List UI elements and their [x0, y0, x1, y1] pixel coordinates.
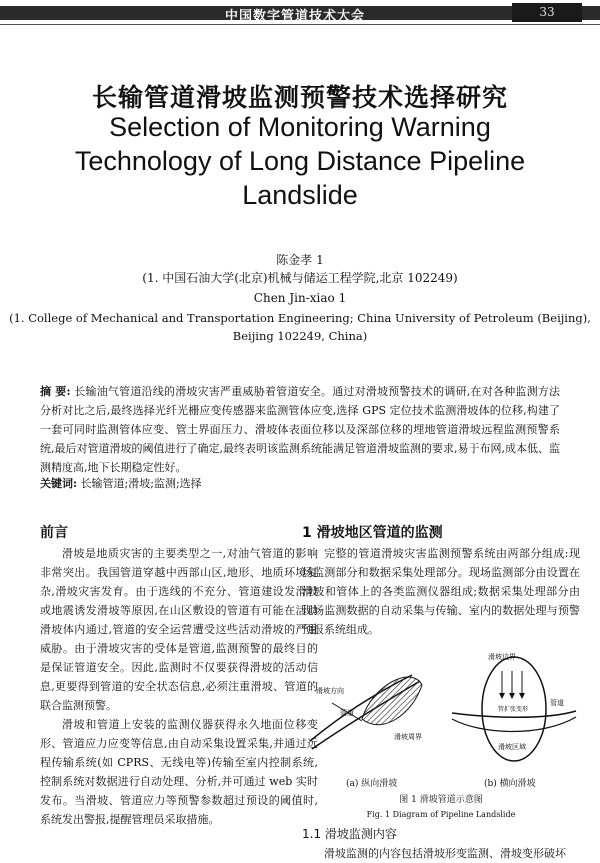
figure-1-subcaption-b: (b) 横向滑坡: [484, 779, 536, 789]
abstract-label: 摘 要:: [40, 385, 71, 398]
keywords: [40, 474, 560, 493]
section-heading-1: 1 滑坡地区管道的监测: [302, 525, 443, 541]
affiliation-chinese: (1. 中国石油大学(北京)机械与储运工程学院,北京 102249): [142, 271, 458, 285]
figure-1: [302, 645, 580, 823]
keywords-text: 长输管道;滑坡;监测;选择: [80, 477, 202, 490]
diagram-a-label-pipe: 管道: [340, 709, 354, 717]
affiliation-english-line-2: Beijing 102249, China): [232, 329, 368, 343]
preface-paragraph-2: 滑坡和管道上安装的监测仪器获得永久地面位移变形、管道应力应变等信息,由自动采集设置采集,并通过远程传输系统(如 CPRS、无线电等)传输至室内控制系统,控制系统对数据进行自动处理、分析,并可通过 web 实时发布。当滑坡、管道应力等预警参数超过预设的阈值时,系统发出警报,提醒管理员采取措施。: [40, 718, 318, 826]
page-header: [0, 0, 600, 30]
diagram-b-label-pipe: 管道: [550, 699, 564, 707]
left-column: [40, 522, 318, 829]
diagram-a-label-perimeter: 滑坡周界: [394, 733, 422, 741]
diagram-a-label-direction: 滑坡方向: [316, 687, 344, 695]
header-rule: [0, 24, 600, 25]
journal-name: 中国数字管道技术大会: [225, 9, 366, 24]
section-1-paragraph: 完整的管道滑坡灾害监测预警系统由两部分组成:现场监测部分和数据采集处理部分。现场监测部分由设置在滑坡和管体上的各类监测仪器组成;数据采集处理部分由现场监测数据的自动采集与传输、室内的数据处理与预警预报系统组成。: [302, 547, 580, 636]
figure-1-subcaption-a: (a) 纵向滑坡: [346, 779, 398, 789]
title-chinese: 长输管道滑坡监测预警技术选择研究: [91, 83, 508, 112]
diagram-b-label-deformation: 管扩张变形: [498, 706, 529, 713]
subsection-heading-1-1: 1.1 滑坡监测内容: [302, 827, 397, 841]
title-english-line-3: Landslide: [242, 180, 358, 210]
author-chinese: 陈金孝 1: [276, 253, 324, 267]
title-english-line-2: Technology of Long Distance Pipeline: [74, 146, 526, 176]
section-heading-preface: 前言: [40, 525, 68, 541]
abstract-text: 长输油气管道沿线的滑坡灾害严重威胁着管道安全。通过对滑坡预警技术的调研,在对各种监测方法分析对比之后,最终选择光纤光栅应变传感器来监测管体应变,选择 GPS 定位技术监测滑坡体的位移,构建了一套可同时监测管体应变、管土界面压力、滑坡体表面位移以及深部位移的埋地管道滑坡远程监测预警系统,最后对管道滑坡的阈值进行了确定,最终表明该监测系统能满足管道滑坡监测的要求,易于布网,成本低、监测精度高,地下长期稳定性好。: [40, 385, 561, 474]
diagram-a-longitudinal: [310, 675, 422, 749]
preface-paragraph-1: 滑坡是地质灾害的主要类型之一,对油气管道的影响非常突出。我国管道穿越中西部山区,地形、地质环境复杂,滑坡灾害发育。由于选线的不充分、管道建设发滑坡或地震诱发滑坡等原因,在山区敷设的管道有可能在活动滑坡体内通过,管道的安全运营遭受这些活动滑坡的严重威胁。由于滑坡灾害的受体是管道,监测预警的最终目的是保证管道安全。因此,监测时不仅要获得滑坡的活动信息,更要得到管道的安全状态信息,必须注重滑坡、管道的联合监测预警。: [40, 547, 318, 712]
keywords-label: 关键词:: [40, 477, 78, 490]
page-number: 33: [512, 3, 582, 22]
right-column: [302, 522, 580, 863]
title-english-line-1: Selection of Monitoring Warning: [109, 112, 491, 142]
figure-1-caption-chinese: 图 1 滑坡管道示意图: [399, 795, 483, 805]
subsection-1-1-paragraph: 滑坡监测的内容包括滑坡形变监测、滑坡变形破坏: [324, 847, 566, 860]
figure-1-diagram: [302, 645, 580, 775]
diagram-b-label-boundary: 滑坡边界: [488, 653, 516, 661]
author-english: Chen Jin-xiao 1: [253, 291, 347, 305]
affiliation-english-line-1: (1. College of Mechanical and Transportation Engineering; China University of Petroleum (Beijing),: [9, 311, 591, 325]
figure-1-caption-english: Fig. 1 Diagram of Pipeline Landslide: [366, 810, 516, 819]
diagram-b-transverse: [452, 652, 576, 761]
abstract: [40, 382, 560, 477]
diagram-b-label-area: 滑坡区域: [498, 743, 526, 751]
